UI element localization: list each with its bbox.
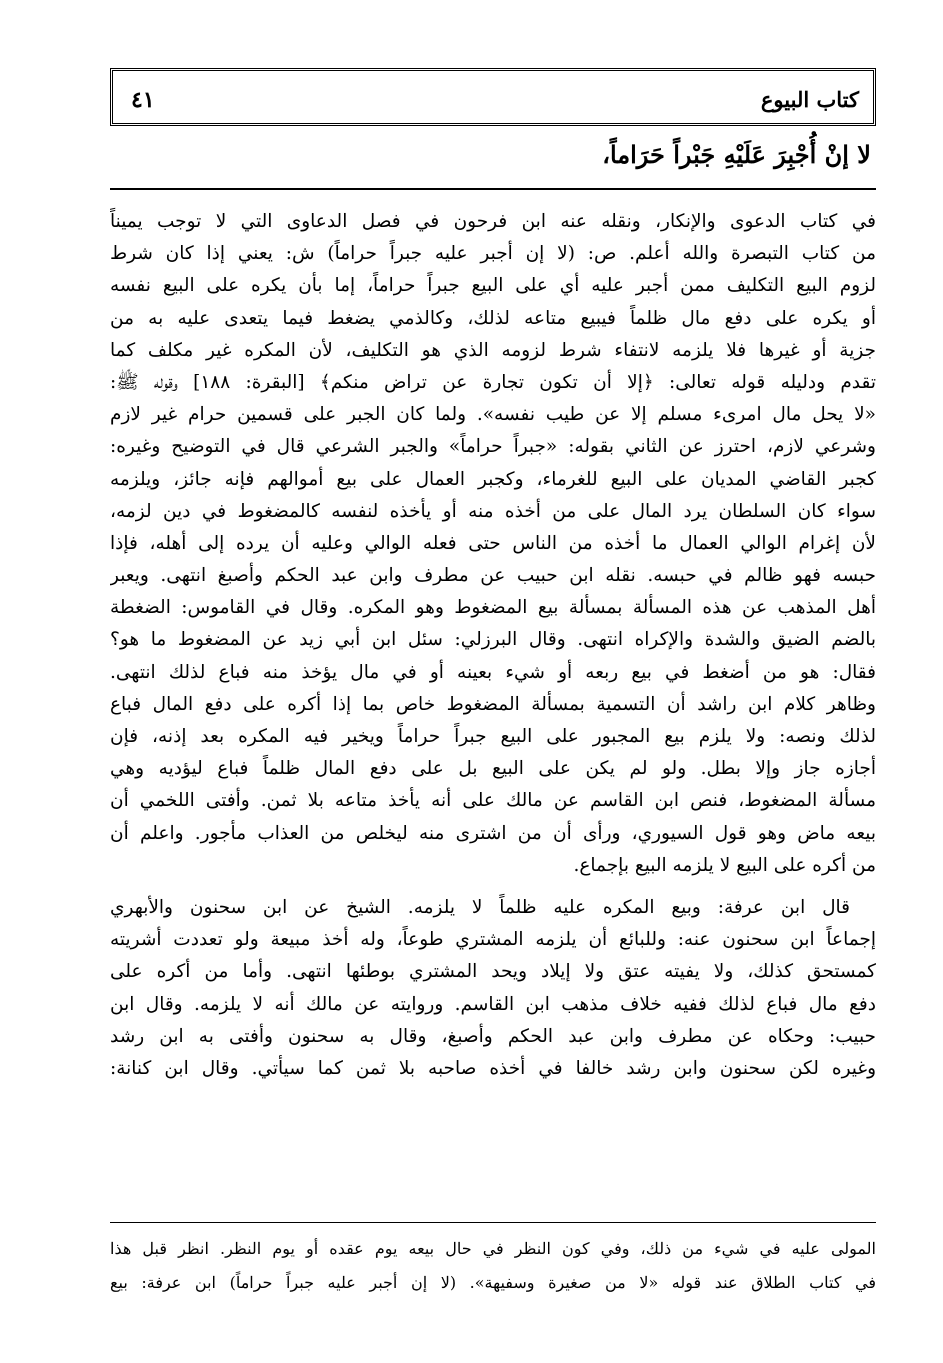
matn-divider [110, 188, 876, 190]
page-number: ٤١ [131, 87, 155, 113]
commentary-line: تقدم ودليله قوله تعالى: ﴿إلا أن تكون تجارة عن تراض منكم﴾ [البقرة: ١٨٨] وقوله ﷺ: [110, 371, 876, 393]
commentary-line: مسألة المضغوط، فنص ابن القاسم عن مالك على أنه يأخذ متاعه بلا ثمن. وأفتى اللخمي أن [110, 790, 876, 812]
commentary-line: دفع مال فباع لذلك ففيه خلاف مذهب ابن القاسم. وروايته عن مالك أنه لا يلزمه. وقال ابن [110, 993, 876, 1015]
commentary-line: سواء كان السلطان يرد المال على من أخذه منه أو يأخذه لنفسه كالمضغوط في دين لزمه، [110, 500, 876, 522]
commentary-line: بيعه ماض وهو قول السيوري، ورأى أن من اشترى منه ليخلص من العذاب مأجور. واعلم أن [110, 822, 876, 844]
commentary-text [110, 206, 876, 1085]
footnote-text [110, 1232, 876, 1300]
paragraph-gap [110, 882, 876, 892]
commentary-line: لزوم البيع التكليف ممن أجبر عليه أي على البيع جبراً حراماً، إما بأن يكره على البيع نفسه [110, 275, 876, 297]
matn-text: لا إنْ أُجْبِرَ عَلَيْهِ جَبْراً حَرَاماً، [602, 140, 871, 169]
commentary-line: فقال: هو من أضغط في بيع ربعه أو شيء بعينه أو في مال يؤخذ منه فباع لذلك انتهى. [110, 661, 876, 683]
commentary-line: كجبر القاضي المديان على البيع للغرماء، وكجبر العمال على بيع أموالهم فإنه جائز، ويلزمه [110, 468, 876, 490]
commentary-line: وشرعي لازم، احترز عن الثاني بقوله: «جبراً حراماً» والجبر الشرعي قال في التوضيح وغيره: [110, 436, 876, 458]
commentary-line: كمستحق كذلك، ولا يفيته عتق ولا إيلاد ويحد المشتري بوطئها انتهى. وأما من أكره على [110, 961, 876, 983]
commentary-line: من أكره على البيع لا يلزمه البيع بإجماع. [573, 854, 876, 876]
commentary-line: أجازه جاز وإلا بطل. ولو لم يكن على البيع بل على دفع المال ظلماً فباع ليؤديه وهي [110, 758, 876, 780]
commentary-line: جزية أو غيرها فلا يلزمه لانتفاء شرط لزومه الذي هو التكليف، لأن المكره غير مكلف كما [110, 339, 876, 361]
commentary-line: حبسه فهو ظالم في حبسه. نقله ابن حبيب عن مطرف وابن عبد الحكم وأصبغ انتهى. ويعبر [110, 565, 876, 587]
commentary-line: أو يكره على دفع مال ظلماً فيبيع متاعه لذلك، وكالذمي يضغط فيما يتعدى عليه به من [110, 307, 876, 329]
chapter-title: كتاب البيوع [760, 87, 859, 112]
commentary-line: لأن إغرام الوالي العمال ما أخذه من الناس حتى فعله الوالي وعليه أن يرده إلى أهله، فإذا [110, 532, 876, 554]
commentary-line: قال ابن عرفة: وبيع المكره عليه ظلماً لا يلزمه. الشيخ عن ابن سحنون والأبهري [110, 896, 850, 918]
commentary-line: لذلك ونصه: ولا يلزم بيع المجبور على البيع جبراً حراماً ويخير فيه المكره بعد إذنه، فإن [110, 726, 876, 747]
commentary-line: وظاهر كلام ابن راشد أن التسمية بمسألة المضغوط خاص بما إذا أكره على دفع المال فباع [110, 693, 876, 715]
commentary-line: بالضم الضيق والشدة والإكراه انتهى. وقال البرزلي: سئل ابن أبي زيد عن المضغوط ما هو؟ [110, 629, 876, 651]
commentary-line: أهل المذهب عن هذه المسألة بمسألة بيع المضغوط وهو المكره. وقال في القاموس: الضغطة [110, 597, 876, 619]
footnote-line: في كتاب الطلاق عند قوله «لا من صغيرة وسفيهة». (لا إن أجبر عليه جبراً حراماً) ابن عرفة: بيع [110, 1273, 876, 1292]
commentary-line: «لا يحل مال امرىء مسلم إلا عن طيب نفسه». ولما كان الجبر على قسمين حرام غير لازم [110, 404, 876, 426]
commentary-line: إجماعاً ابن سحنون عنه: وللبائع أن يلزمه المشتري طوعاً، وله أخذ مبيعة ولو تعددت أشريته [110, 929, 876, 951]
footnote-divider [110, 1222, 876, 1223]
footnote-line: المولى عليه في شيء من ذلك، وفي كون النظر في حال بيعه يوم عقده أو يوم النظر. انظر قبل هذا [110, 1239, 876, 1258]
commentary-line: في كتاب الدعوى والإنكار، ونقله عنه ابن فرحون في فصل الدعاوى التي لا توجب يميناً [110, 211, 876, 232]
commentary-line: وغيره لكن سحنون وابن رشد خالفا في أخذه صاحبه بلا ثمن كما سيأتي. وقال ابن كنانة: [110, 1057, 876, 1079]
commentary-line: من كتاب التبصرة والله أعلم. ص: (لا إن أجبر عليه جبراً حراماً) ش: يعني إذا كان شرط [110, 243, 876, 265]
commentary-line: حبيب: وحكاه عن مطرف وابن عبد الحكم وأصبغ، وقال به سحنون وأفتى به ابن رشد [110, 1025, 876, 1047]
page-header [110, 68, 876, 126]
